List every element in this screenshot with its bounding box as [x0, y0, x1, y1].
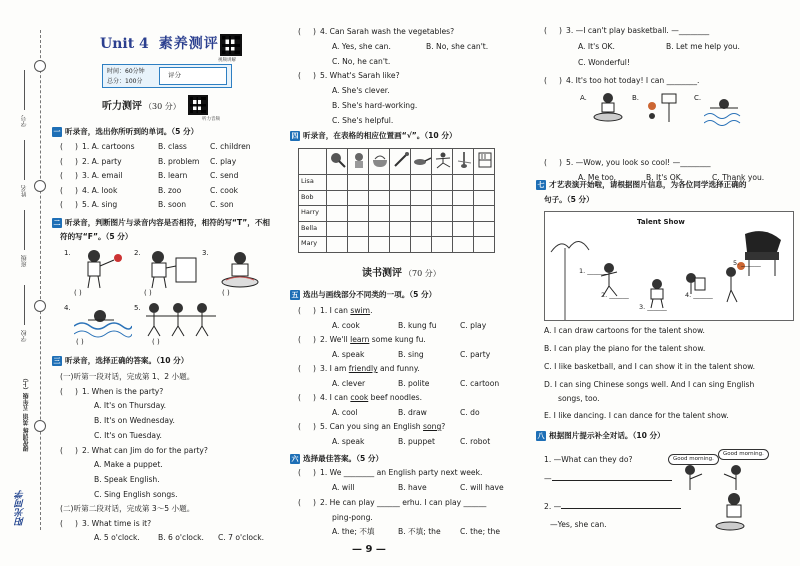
unit-label: Unit 4 — [100, 36, 149, 52]
answer-paren[interactable]: ( ) — [298, 71, 316, 80]
field-line — [24, 70, 25, 110]
option-a: A. cool — [332, 408, 358, 417]
check-cell[interactable] — [390, 237, 411, 253]
qr-code-icon — [220, 34, 242, 56]
part6-instruction: 六 选择最佳答案。（5 分） — [291, 454, 384, 463]
paint-brush-icon — [390, 149, 411, 175]
answer-paren[interactable]: ( ) — [544, 76, 562, 85]
dialog1-instruction: (一)听第一段对话，完成第 1、2 小题。 — [60, 372, 195, 381]
option-c: C. Thank you. — [712, 173, 765, 182]
option-b: B. She's hard-working. — [332, 101, 418, 110]
qr-caption: 视频讲解 — [218, 58, 236, 63]
pic-label: 5. — [134, 304, 141, 312]
option-a: A. clever — [332, 379, 366, 388]
boy-drawing-picture — [142, 248, 202, 290]
check-cell[interactable] — [369, 190, 390, 206]
underlined-word: learn — [350, 335, 370, 344]
question-1: 1. I can swim. — [320, 306, 373, 315]
table-corner — [299, 149, 327, 175]
option-a: A. will — [332, 483, 355, 492]
check-cell[interactable] — [348, 206, 369, 222]
question-3: 3. What time is it? — [82, 519, 152, 528]
check-cell[interactable] — [453, 206, 474, 222]
option-b: B. class — [158, 142, 187, 151]
question-1: 1. When is the party? — [82, 387, 164, 396]
reading-title-text: 读书测评 — [362, 268, 402, 279]
underlined-word: friendly — [348, 364, 378, 373]
option-c: C. I like basketball, and I can show it in the talent show. — [544, 362, 756, 371]
part-number-badge: 一 — [53, 128, 61, 136]
blank-5[interactable]: 5. ______ — [733, 259, 761, 267]
student-name: Bob — [299, 190, 327, 206]
field-line — [24, 285, 25, 325]
answer-paren[interactable]: ( ) — [60, 171, 78, 181]
underlined-word: song — [423, 422, 442, 431]
girl-cooking-picture — [212, 250, 278, 290]
pic-label: 2. — [134, 249, 141, 257]
part1-instruction: 一 听录音，选出你所听到的单词。（5 分） — [53, 127, 199, 136]
speech-bubble: Good morning. — [718, 449, 769, 460]
option-a-label: A. — [580, 94, 587, 102]
girl-cooking-option-picture — [592, 92, 628, 124]
option-b: B. polite — [398, 379, 430, 388]
listening-title-text: 听力测评 — [102, 101, 142, 112]
option-b: B. I can play the piano for the talent show. — [544, 344, 706, 353]
check-cell[interactable] — [327, 221, 348, 237]
kung-fu-icon — [432, 149, 453, 175]
erhu-icon — [453, 149, 474, 175]
binding-hole — [34, 180, 46, 192]
question-2-cont: ping-pong. — [332, 513, 373, 522]
option-c: C. will have — [460, 483, 504, 492]
check-cell[interactable] — [369, 237, 390, 253]
time-label: 时间：60分钟 — [107, 68, 145, 75]
option-b: B. No, she can't. — [426, 42, 489, 51]
option-a: 4. A. look — [82, 185, 118, 195]
part8-instruction: 八 根据图片提示补全对话。（10 分） — [537, 431, 665, 440]
answer-paren[interactable]: ( ) — [298, 306, 316, 315]
dialog-answer-1: — — [544, 474, 672, 483]
field-class: 班级 — [21, 255, 28, 267]
answer-paren[interactable]: ( ) — [74, 289, 82, 297]
option-c: C. play — [210, 156, 237, 166]
part-number-badge: 五 — [291, 291, 299, 299]
binding-hole — [34, 420, 46, 432]
question-4: 4. Can Sarah wash the vegetables? — [320, 27, 455, 36]
option-b: B. zoo — [158, 185, 182, 195]
field-name: 姓名 — [21, 185, 28, 197]
unit-title — [100, 36, 219, 53]
pic-label: 3. — [202, 249, 209, 257]
option-c-label: C. — [694, 94, 702, 102]
part5-instruction: 五 选出与画线部分不同类的一项。（5 分） — [291, 290, 437, 299]
option-b: B. Speak English. — [94, 475, 160, 484]
option-a: A. Me too. — [578, 173, 617, 182]
answer-paren[interactable]: ( ) — [152, 338, 160, 346]
answer-paren[interactable]: ( ) — [60, 519, 78, 528]
field-student-number: 学号 — [21, 115, 28, 127]
pic-label: 1. — [64, 249, 71, 257]
answer-paren[interactable]: ( ) — [222, 289, 230, 297]
student-name: Mary — [299, 237, 327, 253]
answer-blank[interactable] — [561, 502, 681, 509]
answer-paren[interactable]: ( ) — [544, 26, 562, 35]
part-number-badge: 七 — [537, 181, 545, 189]
question-5: 5. Can you sing an English song? — [320, 422, 446, 431]
check-cell[interactable] — [369, 221, 390, 237]
option-a: A. Make a puppet. — [94, 460, 163, 469]
option-a: A. Yes, she can. — [332, 42, 391, 51]
table-row — [299, 206, 495, 222]
dialog-answer-2: —Yes, she can. — [550, 520, 607, 529]
question-2: 2. He can play ______ erhu. I can play ______ — [320, 498, 487, 507]
noodles-bowl-icon — [369, 149, 390, 175]
score-box — [102, 64, 232, 88]
check-cell[interactable] — [474, 237, 495, 253]
option-b: B. problem — [158, 156, 200, 166]
talent-show-picture — [544, 211, 794, 321]
option-e: E. I like dancing. I can dance for the talent show. — [544, 411, 729, 420]
answer-paren[interactable]: ( ) — [298, 335, 316, 344]
part-number-badge: 八 — [537, 432, 545, 440]
option-b: B. 6 o'clock. — [158, 533, 204, 542]
blank-1[interactable]: 1. ______ — [579, 267, 607, 275]
part4-instruction: 四 听录音，在表格的相应位置画“√”。（10 分） — [291, 131, 457, 140]
question-3: 3. I am friendly and funny. — [320, 364, 420, 373]
audio-qr-icon — [188, 95, 208, 115]
option-b: B. learn — [158, 171, 188, 181]
score-field: 评分 — [159, 67, 227, 85]
check-cell[interactable] — [474, 206, 495, 222]
check-cell[interactable] — [453, 190, 474, 206]
option-a: A. speak — [332, 437, 365, 446]
option-c: C. Wonderful! — [578, 58, 630, 67]
listening-title — [102, 101, 181, 113]
option-d-cont: songs, too. — [558, 394, 600, 403]
total-label: 总分：100分 — [107, 78, 143, 85]
option-a: 5. A. sing — [82, 200, 118, 210]
option-b: B. puppet — [398, 437, 435, 446]
frying-pan-icon — [411, 149, 432, 175]
student-name: Lisa — [299, 175, 327, 191]
talent-show-title: Talent Show — [637, 218, 685, 226]
dialog-question-1: 1. —What can they do? — [544, 455, 633, 464]
check-cell[interactable] — [390, 175, 411, 191]
part2-instruction: 二 听录音，判断图片与录音内容是否相符，相符的写“T”，不相 — [53, 218, 271, 227]
option-c: C. She's helpful. — [332, 116, 394, 125]
check-cell[interactable] — [369, 175, 390, 191]
table-header-row — [299, 149, 495, 175]
ping-pong-icon — [327, 149, 348, 175]
cut-line — [40, 30, 41, 530]
publisher-logo: 阳光同学 — [16, 490, 26, 526]
column-left — [52, 0, 288, 566]
speech-bubble: Good morning. — [668, 454, 719, 465]
series-label: 提优训练 英语 五年级（上） — [23, 375, 30, 452]
option-b-label: B. — [632, 94, 640, 102]
check-cell[interactable] — [432, 221, 453, 237]
option-a: A. speak — [332, 350, 365, 359]
option-c: C. play — [460, 321, 487, 330]
option-c: C. Sing English songs. — [94, 490, 178, 499]
option-c: C. cartoon — [460, 379, 500, 388]
check-cell[interactable] — [453, 237, 474, 253]
check-cell[interactable] — [369, 206, 390, 222]
answer-paren[interactable]: ( ) — [60, 185, 78, 195]
option-a: A. the; 不填 — [332, 527, 375, 536]
blank-3[interactable]: 3. ______ — [639, 303, 667, 311]
question-5: 5. What's Sarah like? — [320, 71, 400, 80]
option-b: B. It's OK. — [646, 173, 684, 182]
field-line — [24, 140, 25, 180]
check-cell[interactable] — [348, 190, 369, 206]
answer-paren[interactable]: ( ) — [298, 422, 316, 431]
answer-paren[interactable]: ( ) — [60, 387, 78, 396]
option-d: D. I can sing Chinese songs well. And I can sing English — [544, 380, 755, 389]
girl-playing-pingpong-picture — [74, 248, 132, 290]
basketball-option-picture — [642, 92, 682, 124]
answer-paren[interactable]: ( ) — [298, 393, 316, 402]
answer-paren[interactable]: ( ) — [544, 158, 562, 167]
option-a: 3. A. email — [82, 171, 123, 181]
unit-title-zh: 素养测评 — [158, 36, 219, 52]
answer-paren[interactable]: ( ) — [60, 142, 78, 151]
question-2: 2. What can Jim do for the party? — [82, 446, 208, 455]
option-c: C. the; the — [460, 527, 501, 536]
check-cell[interactable] — [411, 175, 432, 191]
table-row — [299, 237, 495, 253]
answer-paren[interactable]: ( ) — [60, 446, 78, 455]
question-5: 5. —Wow, you look so cool! —________ — [566, 158, 711, 167]
option-b: B. It's on Wednesday. — [94, 416, 175, 425]
reading-title — [362, 268, 441, 280]
check-cell[interactable] — [432, 206, 453, 222]
check-cell[interactable] — [327, 237, 348, 253]
blank-4[interactable]: 4. ______ — [685, 291, 713, 299]
option-b: B. draw — [398, 408, 427, 417]
option-c: C. No, he can't. — [332, 57, 391, 66]
check-cell[interactable] — [474, 221, 495, 237]
part-number-badge: 三 — [53, 357, 61, 365]
option-b: B. soon — [158, 200, 187, 210]
activity-table — [298, 148, 495, 253]
table-row — [299, 190, 495, 206]
check-cell[interactable] — [390, 206, 411, 222]
check-cell[interactable] — [432, 190, 453, 206]
question-1: 1. We ________ an English party next week. — [320, 468, 483, 477]
pic-label: 4. — [64, 304, 71, 312]
field-school: 学校 — [21, 330, 28, 342]
check-cell[interactable] — [390, 190, 411, 206]
table-row — [299, 175, 495, 191]
part-number-badge: 二 — [53, 219, 61, 227]
check-cell[interactable] — [348, 175, 369, 191]
option-b: B. have — [398, 483, 427, 492]
option-c: C. children — [210, 142, 251, 151]
listening-points: （30 分） — [144, 102, 181, 111]
binding-hole — [34, 300, 46, 312]
boy-swimming-option-picture — [704, 92, 744, 126]
option-c: C. send — [210, 171, 239, 181]
boy-swimming-picture — [74, 300, 132, 338]
check-cell[interactable] — [453, 175, 474, 191]
check-cell[interactable] — [327, 175, 348, 191]
part-number-badge: 四 — [291, 132, 299, 140]
column-middle — [290, 0, 532, 566]
answer-paren[interactable]: ( ) — [76, 338, 84, 346]
check-cell[interactable] — [411, 190, 432, 206]
check-cell[interactable] — [474, 175, 495, 191]
part7-instruction: 七 才艺表演开始啦，请根据图片信息，为各位同学选择正确的 — [537, 180, 747, 189]
check-cell[interactable] — [327, 190, 348, 206]
option-a: A. It's on Thursday. — [94, 401, 167, 410]
audio-qr-caption: 听力音频 — [202, 117, 220, 122]
option-c: C. 7 o'clock. — [218, 533, 265, 542]
check-cell[interactable] — [390, 221, 411, 237]
check-cell[interactable] — [474, 190, 495, 206]
check-cell[interactable] — [432, 237, 453, 253]
option-b: B. Let me help you. — [666, 42, 740, 51]
underlined-word: cook — [350, 393, 369, 402]
answer-paren[interactable]: ( ) — [298, 498, 316, 507]
check-cell[interactable] — [453, 221, 474, 237]
student-name: Bella — [299, 221, 327, 237]
option-a: 1. A. cartoons — [82, 142, 135, 151]
option-a: A. 5 o'clock. — [94, 533, 140, 542]
part-number-badge: 六 — [291, 455, 299, 463]
check-cell[interactable] — [348, 237, 369, 253]
answer-paren[interactable]: ( ) — [298, 364, 316, 373]
option-b: B. sing — [398, 350, 424, 359]
option-b: B. 不填; the — [398, 527, 441, 536]
girl-cooking-picture — [712, 492, 752, 532]
bookshelf-icon — [474, 149, 495, 175]
check-cell[interactable] — [411, 221, 432, 237]
option-c: C. do — [460, 408, 480, 417]
option-c: C. cook — [210, 185, 238, 195]
question-3: 3. —I can't play basketball. —________ — [566, 26, 710, 35]
part3-instruction: 三 听录音，选择正确的答案。（10 分） — [53, 356, 189, 365]
underlined-word: swim — [350, 306, 371, 315]
table-row — [299, 221, 495, 237]
option-c: C. party — [460, 350, 491, 359]
answer-blank[interactable] — [552, 474, 672, 481]
answer-paren[interactable]: ( ) — [60, 200, 78, 210]
binding-margin — [0, 0, 48, 566]
puppet-icon — [348, 149, 369, 175]
check-cell[interactable] — [411, 237, 432, 253]
check-cell[interactable] — [432, 175, 453, 191]
question-2: 2. We'll learn some kung fu. — [320, 335, 426, 344]
page-number: — 9 — — [352, 544, 386, 555]
option-a: A. It's OK. — [578, 42, 615, 51]
dialog-question-2: 2. — — [544, 502, 681, 511]
check-cell[interactable] — [411, 206, 432, 222]
children-dancing-picture — [140, 300, 230, 338]
option-c: C. son — [210, 200, 234, 210]
dialog2-instruction: (二)听第二段对话，完成第 3～5 小题。 — [60, 504, 195, 513]
answer-paren[interactable]: ( ) — [144, 289, 152, 297]
answer-paren[interactable]: ( ) — [298, 468, 316, 477]
option-b: B. kung fu — [398, 321, 437, 330]
option-c: C. It's on Tuesday. — [94, 431, 162, 440]
option-a: A. She's clever. — [332, 86, 390, 95]
check-cell[interactable] — [348, 221, 369, 237]
student-name: Harry — [299, 206, 327, 222]
part7-instruction-cont: 句子。（5 分） — [544, 195, 594, 204]
answer-paren[interactable]: ( ) — [60, 156, 78, 166]
check-cell[interactable] — [327, 206, 348, 222]
option-a: A. cook — [332, 321, 360, 330]
option-a: A. I can draw cartoons for the talent show. — [544, 326, 705, 335]
children-greeting-picture — [676, 464, 756, 492]
question-4: 4. I can cook beef noodles. — [320, 393, 422, 402]
option-a: 2. A. party — [82, 156, 122, 166]
answer-paren[interactable]: ( ) — [298, 27, 316, 36]
column-right — [536, 0, 798, 566]
binding-hole — [34, 60, 46, 72]
option-c: C. robot — [460, 437, 491, 446]
blank-2[interactable]: 2. ______ — [601, 291, 629, 299]
part2-instruction-cont: 符的写“F”。（5 分） — [60, 232, 133, 241]
field-line — [24, 210, 25, 250]
question-4: 4. It's too hot today! I can ________. — [566, 76, 700, 85]
reading-points: （70 分） — [404, 269, 441, 278]
